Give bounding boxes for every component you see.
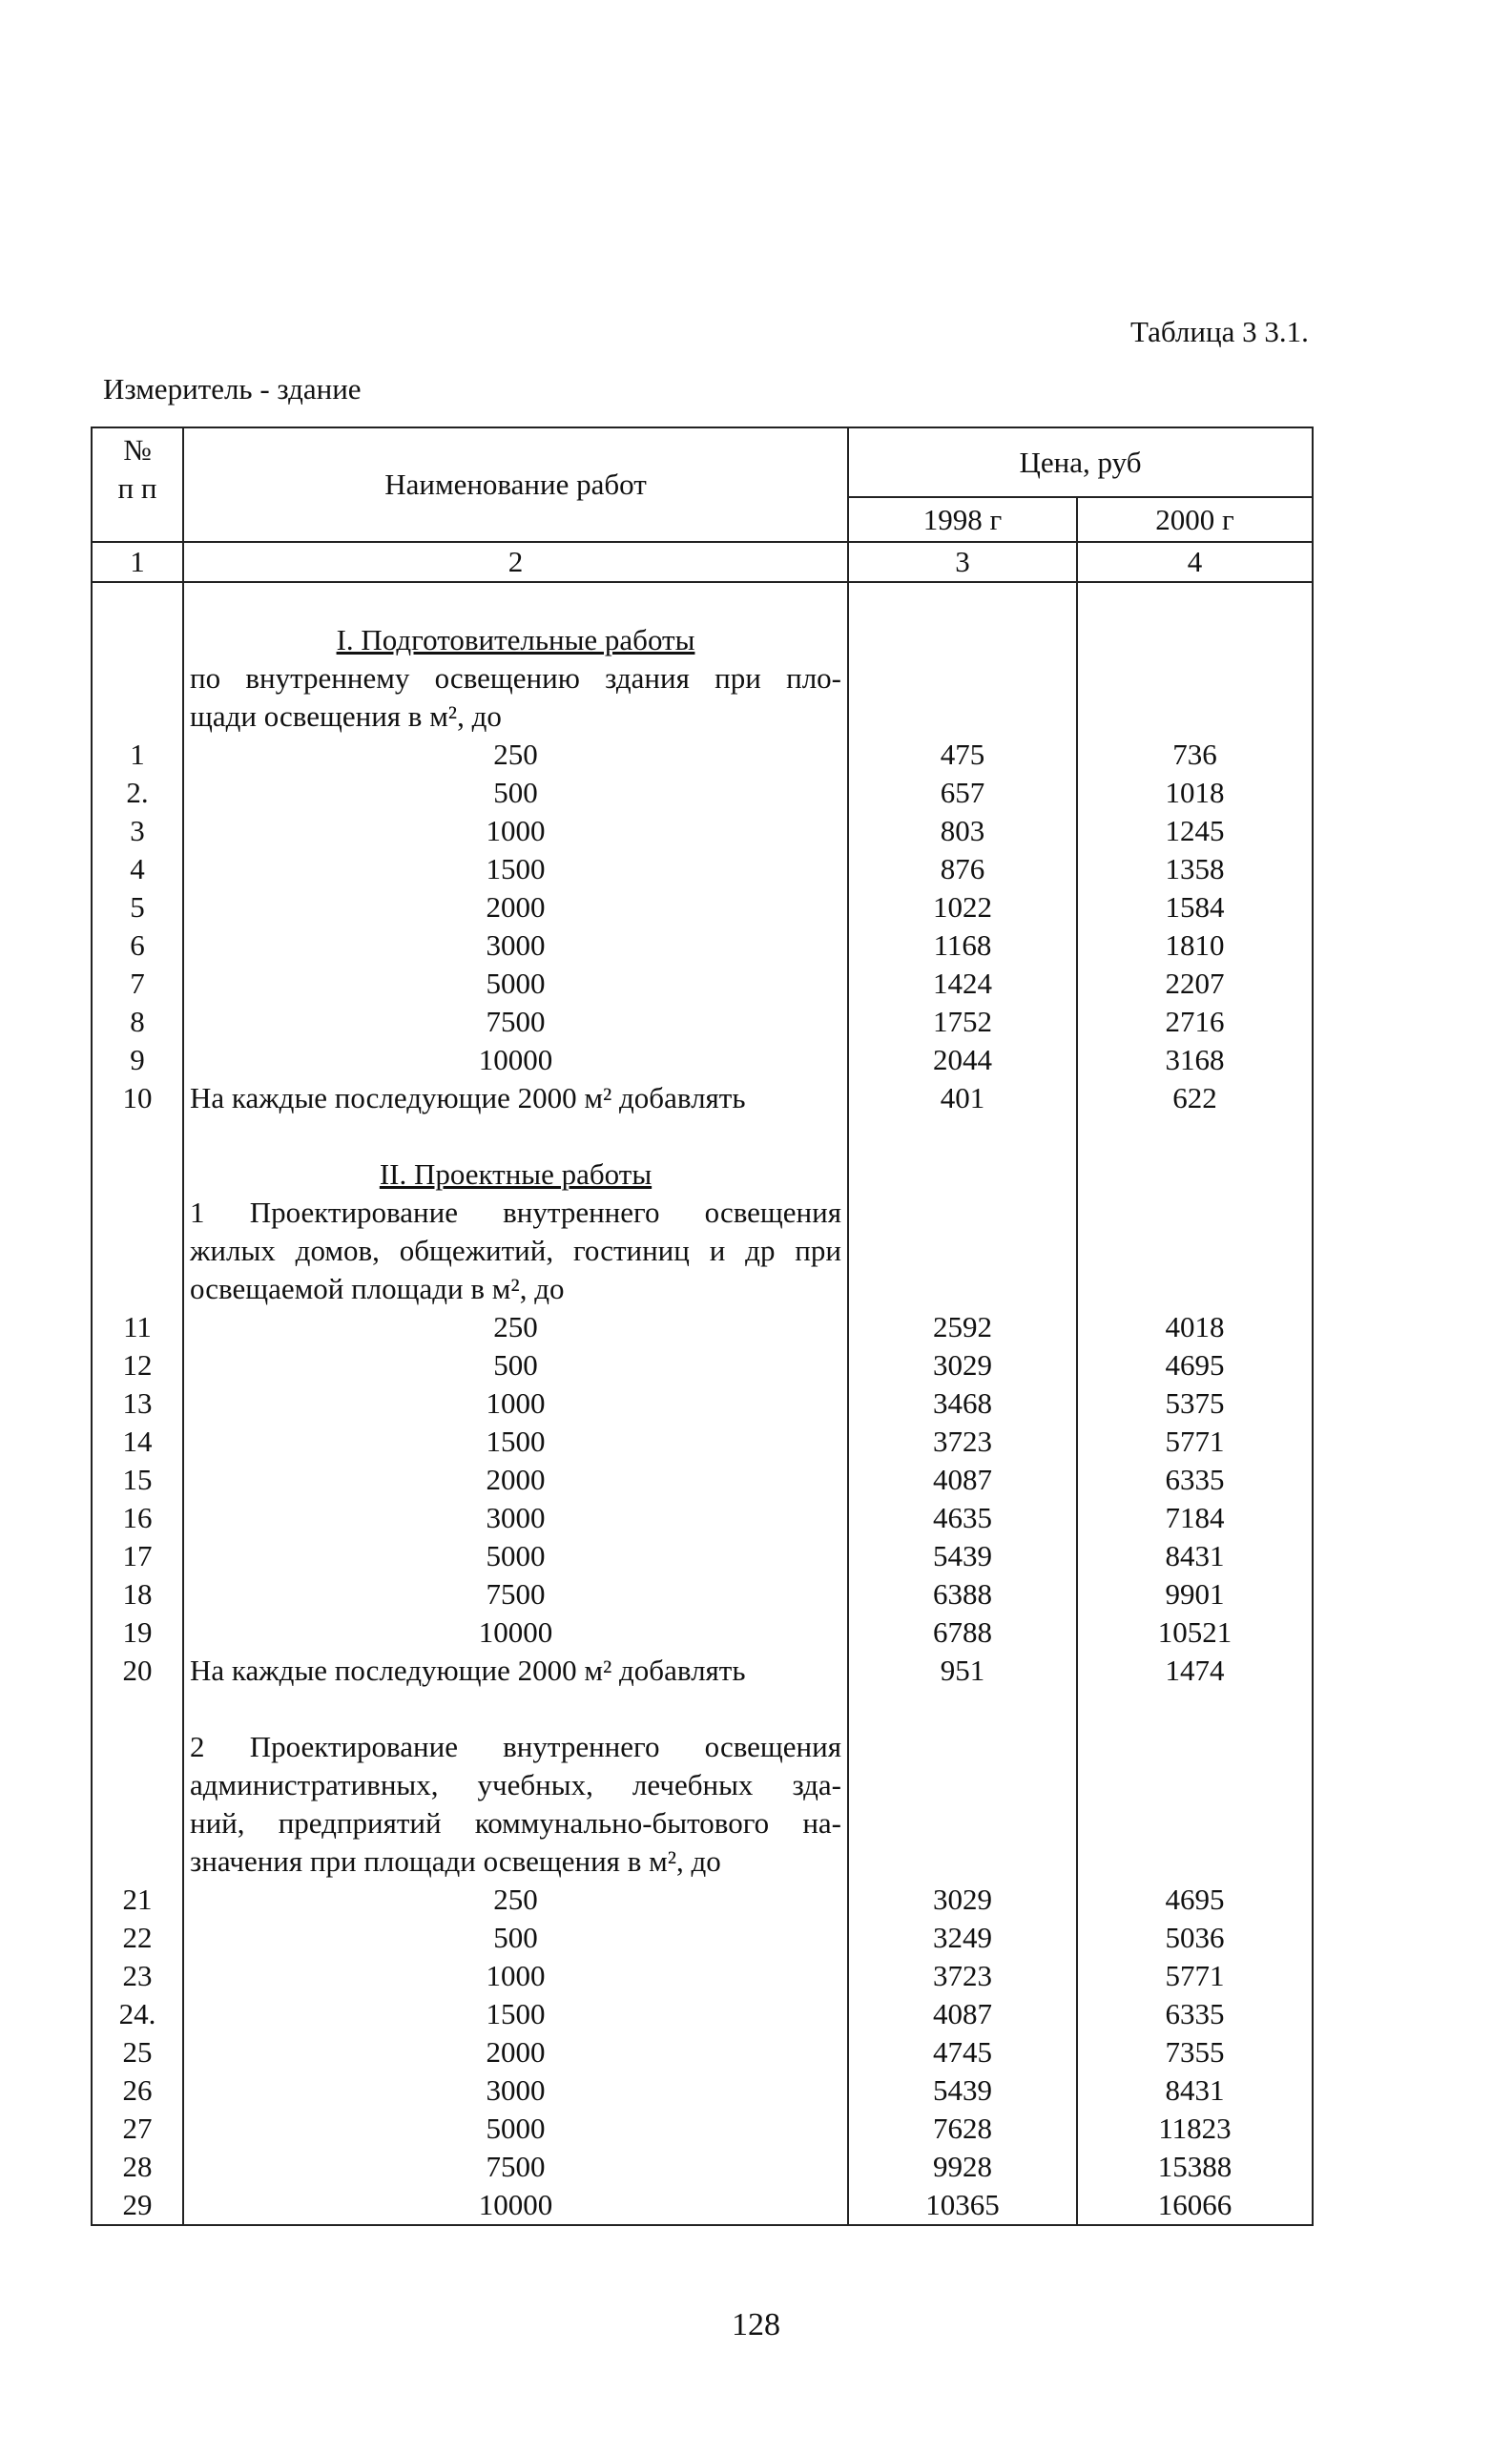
table-row [92,1957,1313,1995]
price-2000: 15388 [1077,2148,1313,2186]
table-row [92,1881,1313,1919]
price-1998: 1168 [848,926,1077,965]
price-2000: 4695 [1077,1346,1313,1384]
work-name: 3000 [183,2071,848,2110]
table-row [92,2110,1313,2148]
price-2000: 1810 [1077,926,1313,965]
table-row [92,774,1313,812]
work-name: 10000 [183,1041,848,1079]
row-number: 2. [92,774,183,812]
work-name: 1500 [183,1423,848,1461]
row-number: 27 [92,2110,183,2148]
work-name: 1500 [183,1995,848,2033]
table-row [92,2148,1313,2186]
header-year-2000: 2000 г [1077,497,1313,542]
table-row [92,1423,1313,1461]
work-name: 1000 [183,1957,848,1995]
row-number: 25 [92,2033,183,2071]
table-row [92,1346,1313,1384]
row-number: 6 [92,926,183,965]
header-price-group: Цена, руб [848,427,1313,497]
work-name: 3000 [183,1499,848,1537]
row-number: 10 [92,1079,183,1117]
column-number: 3 [848,542,1077,582]
row-number: 14 [92,1423,183,1461]
price-1998: 2592 [848,1308,1077,1346]
table-row [92,1499,1313,1537]
row-number: 4 [92,850,183,888]
subsection-description: 1 Проектирование внутреннего освещения [183,1194,848,1232]
table-row [92,1079,1313,1117]
row-number: 21 [92,1881,183,1919]
table-row [92,1461,1313,1499]
table-row [92,1384,1313,1423]
row-number: 15 [92,1461,183,1499]
price-1998: 401 [848,1079,1077,1117]
price-2000: 4018 [1077,1308,1313,1346]
price-1998: 3029 [848,1346,1077,1384]
table-row [92,926,1313,965]
table-row [92,1308,1313,1346]
table-row [92,1041,1313,1079]
row-number: 16 [92,1499,183,1537]
row-number: 28 [92,2148,183,2186]
table-caption: Таблица 3 3.1. [1130,315,1309,348]
price-2000: 736 [1077,736,1313,774]
price-1998: 3029 [848,1881,1077,1919]
price-1998: 5439 [848,2071,1077,2110]
price-1998: 6388 [848,1575,1077,1613]
work-name: 250 [183,736,848,774]
price-2000: 16066 [1077,2186,1313,2225]
price-2000: 2716 [1077,1003,1313,1041]
table-row [92,888,1313,926]
subsection-description: административных, учебных, лечебных зда- [183,1766,848,1804]
price-table [91,427,1314,2226]
price-2000: 5375 [1077,1384,1313,1423]
work-name: 500 [183,774,848,812]
price-1998: 9928 [848,2148,1077,2186]
work-name: 2000 [183,888,848,926]
price-1998: 6788 [848,1613,1077,1652]
table-row [92,812,1313,850]
column-number: 2 [183,542,848,582]
price-2000: 5036 [1077,1919,1313,1957]
row-number: 7 [92,965,183,1003]
price-2000: 622 [1077,1079,1313,1117]
table-row [92,1003,1313,1041]
subsection-description: освещаемой площади в м², до [183,1270,848,1308]
table-row [92,1919,1313,1957]
price-1998: 475 [848,736,1077,774]
price-1998: 657 [848,774,1077,812]
price-2000: 7184 [1077,1499,1313,1537]
price-1998: 7628 [848,2110,1077,2148]
price-2000: 1018 [1077,774,1313,812]
table-row [92,965,1313,1003]
row-number: 1 [92,736,183,774]
section-description: по внутреннему освещению здания при пло- [183,659,848,697]
column-number: 1 [92,542,183,582]
table-body [92,582,1313,2225]
price-1998: 876 [848,850,1077,888]
row-number: 11 [92,1308,183,1346]
price-1998: 4087 [848,1461,1077,1499]
row-number: 9 [92,1041,183,1079]
price-1998: 1752 [848,1003,1077,1041]
row-number: 19 [92,1613,183,1652]
price-1998: 3468 [848,1384,1077,1423]
row-number: 8 [92,1003,183,1041]
header-name: Наименование работ [183,427,848,542]
row-number: 12 [92,1346,183,1384]
row-number: 3 [92,812,183,850]
work-name: 1000 [183,812,848,850]
price-2000: 7355 [1077,2033,1313,2071]
table-row [92,850,1313,888]
header-year-1998: 1998 г [848,497,1077,542]
work-name: 5000 [183,1537,848,1575]
work-name: 10000 [183,2186,848,2225]
work-name: 10000 [183,1613,848,1652]
table-row [92,2033,1313,2071]
work-name: 500 [183,1346,848,1384]
row-number: 24. [92,1995,183,2033]
row-number: 13 [92,1384,183,1423]
row-number: 26 [92,2071,183,2110]
work-name: 2000 [183,2033,848,2071]
section-description: щади освещения в м², до [183,697,848,736]
price-2000: 8431 [1077,1537,1313,1575]
row-number: 17 [92,1537,183,1575]
row-number: 22 [92,1919,183,1957]
table-row [92,1652,1313,1690]
price-2000: 1358 [1077,850,1313,888]
table-row [92,1575,1313,1613]
column-number: 4 [1077,542,1313,582]
price-2000: 4695 [1077,1881,1313,1919]
price-1998: 3723 [848,1957,1077,1995]
work-name: 2000 [183,1461,848,1499]
table-row [92,736,1313,774]
work-name: На каждые последующие 2000 м² добавлять [183,1079,848,1117]
price-2000: 2207 [1077,965,1313,1003]
header-number-line1: № [123,433,152,467]
price-2000: 5771 [1077,1423,1313,1461]
price-2000: 11823 [1077,2110,1313,2148]
work-name: 7500 [183,1575,848,1613]
price-2000: 1245 [1077,812,1313,850]
work-name: 1500 [183,850,848,888]
price-1998: 3723 [848,1423,1077,1461]
table-row [92,1995,1313,2033]
subsection-description: жилых домов, общежитий, гостиниц и др при [183,1232,848,1270]
work-name: На каждые последующие 2000 м² добавлять [183,1652,848,1690]
price-2000: 1584 [1077,888,1313,926]
price-2000: 8431 [1077,2071,1313,2110]
price-1998: 4087 [848,1995,1077,2033]
price-1998: 803 [848,812,1077,850]
subsection-description: ний, предприятий коммунально-бытового на- [183,1804,848,1842]
price-2000: 6335 [1077,1995,1313,2033]
work-name: 7500 [183,2148,848,2186]
work-name: 1000 [183,1384,848,1423]
subsection-description: значения при площади освещения в м², до [183,1842,848,1881]
work-name: 5000 [183,965,848,1003]
table-row [92,2186,1313,2225]
price-1998: 1022 [848,888,1077,926]
header-number [92,427,183,542]
price-1998: 1424 [848,965,1077,1003]
work-name: 7500 [183,1003,848,1041]
row-number: 23 [92,1957,183,1995]
price-1998: 951 [848,1652,1077,1690]
price-1998: 4635 [848,1499,1077,1537]
work-name: 3000 [183,926,848,965]
work-name: 5000 [183,2110,848,2148]
work-name: 500 [183,1919,848,1957]
price-1998: 5439 [848,1537,1077,1575]
subsection-description: 2 Проектирование внутреннего освещения [183,1728,848,1766]
header-number-line2: п п [117,471,157,505]
row-number: 18 [92,1575,183,1613]
price-1998: 10365 [848,2186,1077,2225]
row-number: 20 [92,1652,183,1690]
table-row [92,1613,1313,1652]
price-2000: 3168 [1077,1041,1313,1079]
table-row [92,2071,1313,2110]
price-2000: 1474 [1077,1652,1313,1690]
page-number: 128 [732,2307,780,2342]
price-1998: 2044 [848,1041,1077,1079]
section-title: II. Проектные работы [183,1155,848,1194]
price-1998: 4745 [848,2033,1077,2071]
row-number: 5 [92,888,183,926]
price-2000: 9901 [1077,1575,1313,1613]
price-2000: 5771 [1077,1957,1313,1995]
table-row [92,1537,1313,1575]
price-1998: 3249 [848,1919,1077,1957]
measure-label: Измеритель - здание [103,372,362,406]
section-title: I. Подготовительные работы [183,621,848,659]
price-2000: 10521 [1077,1613,1313,1652]
price-2000: 6335 [1077,1461,1313,1499]
work-name: 250 [183,1881,848,1919]
row-number: 29 [92,2186,183,2225]
work-name: 250 [183,1308,848,1346]
